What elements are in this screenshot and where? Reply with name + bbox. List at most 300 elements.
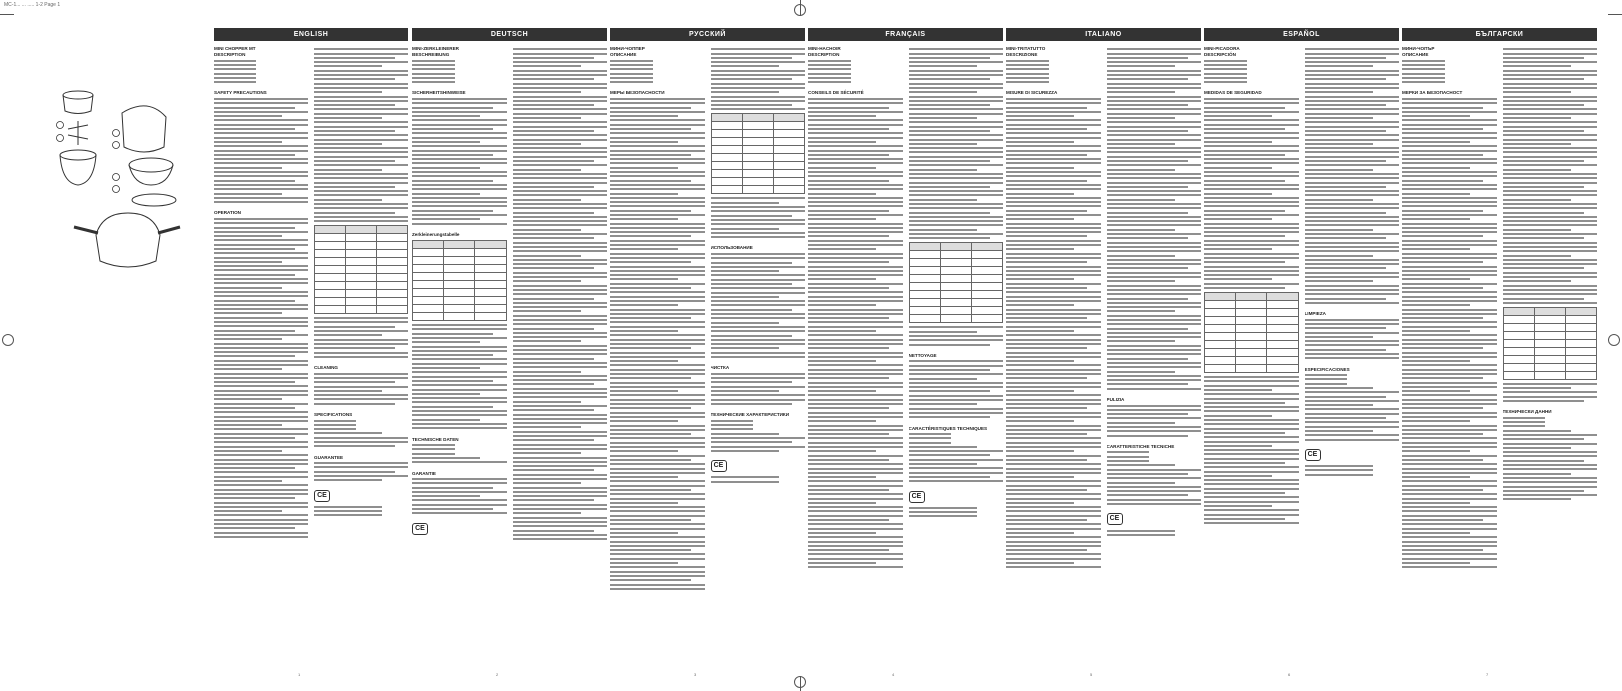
text-line [1006,184,1101,186]
text-line [610,519,691,521]
text-line [1503,177,1598,179]
text-line [1305,65,1373,67]
text-line [1107,246,1202,248]
text-line [1204,171,1299,173]
text-line [1204,266,1299,268]
text-line [513,435,608,437]
text-line [314,70,408,72]
page-number: 3 [694,672,697,677]
table-row [1205,301,1299,309]
text-line [1503,267,1584,269]
text-line [711,257,806,259]
text-line [1305,413,1400,415]
text-line [1305,250,1400,252]
text-line [1006,386,1101,388]
text-line [1402,562,1470,564]
table-cell [1236,333,1267,341]
text-line [214,459,308,461]
section-title: ENGLISH [214,28,408,41]
text-line [909,399,1004,401]
text-line [711,202,779,204]
text-line [1503,276,1598,278]
text-line [513,48,608,50]
text-line [1305,408,1400,410]
table-row [413,313,507,321]
text-line [1305,220,1400,222]
text-line [1402,515,1497,517]
text-line [711,399,806,401]
text-line [1107,477,1202,479]
text-line [1402,403,1497,405]
text-line [214,334,308,336]
text-line [412,184,507,186]
text-line [314,91,382,93]
text-line [909,203,1004,205]
text-line [1305,276,1400,278]
product-heading: MINI-HACHOIR [808,46,841,51]
text-line [808,175,903,177]
text-line [1503,285,1598,287]
bulgarian-column-2 [1503,46,1598,668]
text-line [1107,375,1202,377]
text-line [1402,519,1483,521]
text-line [1204,167,1272,169]
table-row [315,290,408,298]
text-line [808,81,851,83]
text-line [1503,259,1598,261]
table-cell [1503,371,1534,379]
text-line [711,446,806,448]
text-line [909,212,990,214]
table-cell [711,178,742,186]
text-line [808,158,903,160]
text-line [1204,154,1285,156]
text-line [711,96,806,98]
text-line [1402,154,1483,156]
text-line [711,343,806,345]
table-cell [475,273,506,281]
text-line [808,188,903,190]
text-line [1204,385,1299,387]
text-line [214,463,308,465]
text-line [513,414,608,416]
text-line [1402,291,1497,293]
table-cell [1503,331,1534,339]
text-line [214,416,308,418]
text-line [610,270,705,272]
table-cell [377,242,408,250]
text-line [808,270,903,272]
text-line [1204,278,1272,280]
text-line [214,269,308,271]
text-line [808,244,903,246]
text-line [314,326,395,328]
table-cell [1267,333,1298,341]
text-line [909,480,1004,482]
text-line [808,541,903,543]
text-line [610,218,678,220]
guarantee-heading: GARANTIE [412,470,436,476]
table-cell [711,138,742,146]
text-line [808,412,903,414]
text-line [1305,336,1373,338]
text-line [909,365,1004,367]
text-line [1305,237,1386,239]
table-row [909,315,1003,323]
table-cell [1236,365,1267,373]
text-line [1503,473,1571,475]
text-line [909,117,977,119]
text-line [1006,455,1101,457]
text-line [808,437,903,439]
text-line [513,431,608,433]
table-cell [1236,301,1267,309]
text-line [1006,124,1101,126]
francais-column-1 [808,46,903,668]
table-cell [1267,365,1298,373]
text-line [1503,139,1598,141]
text-line [214,107,295,109]
table-row [1503,323,1597,331]
text-line [214,381,295,383]
text-line [1204,441,1299,443]
text-line [808,235,889,237]
table-cell [971,275,1002,283]
table-row [909,283,1003,291]
text-line [711,78,792,80]
text-line [1503,186,1584,188]
text-line [513,508,608,510]
text-line [214,428,308,430]
text-line [513,517,608,519]
text-line [412,132,507,134]
table-cell [909,291,940,299]
text-line [1402,330,1470,332]
text-line [909,130,990,132]
text-line [909,173,1004,175]
text-line [513,246,608,248]
table-cell [1267,357,1298,365]
text-line [314,381,395,383]
text-line [1006,188,1101,190]
text-line [214,248,295,250]
text-line [909,229,977,231]
text-line [214,274,295,276]
table-cell [1503,315,1534,323]
section-bulgarian [1402,28,1597,668]
text-line [1503,490,1584,492]
text-line [214,218,308,220]
text-line [808,184,903,186]
text-line [1305,400,1400,402]
text-line [808,463,903,465]
table-row [711,114,805,122]
text-line [1402,429,1497,431]
text-line [909,104,990,106]
text-line [808,390,876,392]
text-line [808,197,903,199]
text-line [1204,462,1285,464]
text-line [314,134,408,136]
chopping-table [909,242,1004,323]
text-line [314,199,382,201]
text-line [1107,336,1202,338]
text-line [808,201,903,203]
text-line [1503,242,1598,244]
text-line [513,530,594,532]
text-line [214,77,256,79]
text-line [711,287,806,289]
description-heading: DESCRIPTION [808,52,840,58]
text-line [909,335,1004,337]
text-line [610,231,705,233]
text-line [610,77,653,79]
text-line [1402,352,1497,354]
text-line [1305,212,1386,214]
table-row [315,258,408,266]
text-line [513,439,594,441]
text-line [610,493,705,495]
text-line [1503,460,1584,462]
text-line [610,171,705,173]
table-cell [1205,365,1236,373]
text-line [412,223,507,225]
text-line [1402,442,1497,444]
text-line [808,261,889,263]
text-line [1402,313,1497,315]
text-line [1107,147,1202,149]
text-line [412,376,507,378]
text-line [513,259,608,261]
text-line [1503,481,1598,483]
text-line [610,532,678,534]
text-line [610,429,705,431]
text-line [513,469,594,471]
text-line [1402,433,1483,435]
text-line [1305,96,1400,98]
text-line [214,102,308,104]
text-line [1402,326,1497,328]
text-line [1204,201,1299,203]
text-line [1402,317,1483,319]
text-line [513,272,608,274]
text-line [1107,242,1202,244]
text-line [214,343,308,345]
table-cell [1267,325,1298,333]
table-cell [444,281,475,289]
table-cell [971,243,1002,251]
text-line [314,220,408,222]
table-cell [742,162,773,170]
text-line [1006,240,1101,242]
text-line [214,111,308,113]
text-line [610,227,705,229]
text-line [214,424,282,426]
text-line [214,132,308,134]
text-line [1402,407,1483,409]
table-cell [742,154,773,162]
text-line [1107,130,1188,132]
text-line [1503,53,1598,55]
text-line [1006,227,1101,229]
text-line [610,235,691,237]
text-line [1006,210,1087,212]
text-line [1107,503,1202,505]
text-line [214,278,308,280]
text-line [314,466,408,468]
text-line [1305,374,1348,376]
text-line [1204,210,1285,212]
text-line [610,416,705,418]
text-line [214,308,308,310]
text-line [711,53,806,55]
text-line [1107,435,1188,437]
text-line [711,100,806,102]
text-line [412,393,480,395]
text-line [1402,549,1483,551]
text-line [513,250,608,252]
text-line [808,304,876,306]
text-line [909,164,1004,166]
text-line [808,377,889,379]
table-row [1205,357,1299,365]
text-line [1204,496,1299,498]
text-line [808,523,903,525]
text-line [314,321,408,323]
page-number: 5 [1090,672,1093,677]
table-cell [444,289,475,297]
table-cell [315,266,346,274]
table-cell [346,266,377,274]
text-line [513,426,581,428]
text-line [314,113,408,115]
text-line [1107,121,1202,123]
text-line [314,462,408,464]
text-line [214,480,282,482]
text-line [1204,107,1285,109]
text-line [909,373,1004,375]
text-line [808,515,903,517]
text-line [1006,81,1049,83]
text-line [513,375,608,377]
text-line [808,562,876,564]
table-cell [346,258,377,266]
description-heading: DESCRIZIONE [1006,52,1038,58]
text-line [1107,139,1202,141]
text-line [513,474,608,476]
text-line [1204,235,1285,237]
text-line [711,322,779,324]
table-cell [909,299,940,307]
text-line [1503,438,1584,440]
text-line [1107,332,1202,334]
table-cell [413,289,444,297]
text-line [1503,91,1571,93]
section-english [214,28,408,668]
text-line [610,128,691,130]
section-italiano [1006,28,1201,668]
text-line [808,446,903,448]
text-line [808,425,903,427]
registration-mark [1608,334,1620,346]
text-line [1107,315,1202,317]
text-line [808,107,889,109]
ce-mark-icon: CE [1107,513,1123,525]
text-line [808,549,889,551]
table-cell [940,243,971,251]
text-line [513,78,594,80]
text-line [610,240,705,242]
text-line [610,253,705,255]
text-line [513,104,594,106]
text-line [808,485,903,487]
text-line [412,154,493,156]
text-line [214,154,295,156]
text-line [513,482,581,484]
text-line [314,445,395,447]
text-line [513,409,594,411]
text-line [1402,231,1497,233]
text-line [1305,70,1400,72]
text-line [412,461,507,463]
text-line [412,124,507,126]
text-line [909,437,952,439]
text-line [1204,488,1299,490]
text-line [1107,460,1150,462]
table-cell [413,273,444,281]
text-line [214,175,308,177]
table-cell [1565,347,1596,355]
text-line [909,87,1004,89]
text-line [1305,439,1400,441]
text-line [808,291,903,293]
text-line [808,60,851,62]
text-line [513,224,608,226]
text-line [1402,506,1497,508]
table-cell [377,234,408,242]
table-cell [444,313,475,321]
text-line [1006,510,1101,512]
text-line [513,422,608,424]
text-line [1006,175,1101,177]
text-line [808,321,903,323]
text-line [711,87,806,89]
text-line [314,65,382,67]
text-line [314,173,408,175]
text-line [1006,304,1074,306]
text-line [1204,514,1299,516]
text-line [1204,415,1272,417]
specifications-heading: ТЕХНИЧЕСКИ ДАННИ [1502,409,1552,415]
text-line [610,571,705,573]
table-cell [1534,355,1565,363]
text-line [808,218,876,220]
table-cell [711,130,742,138]
text-line [1204,253,1299,255]
text-line [412,197,507,199]
text-line [1305,61,1400,63]
text-line [1402,416,1497,418]
table-cell [1534,339,1565,347]
text-line [1107,61,1202,63]
text-line [314,130,395,132]
table-cell [742,146,773,154]
text-line [1107,134,1202,136]
text-line [610,510,705,512]
text-line [1107,353,1202,355]
text-line [808,253,903,255]
text-line [1503,425,1546,427]
